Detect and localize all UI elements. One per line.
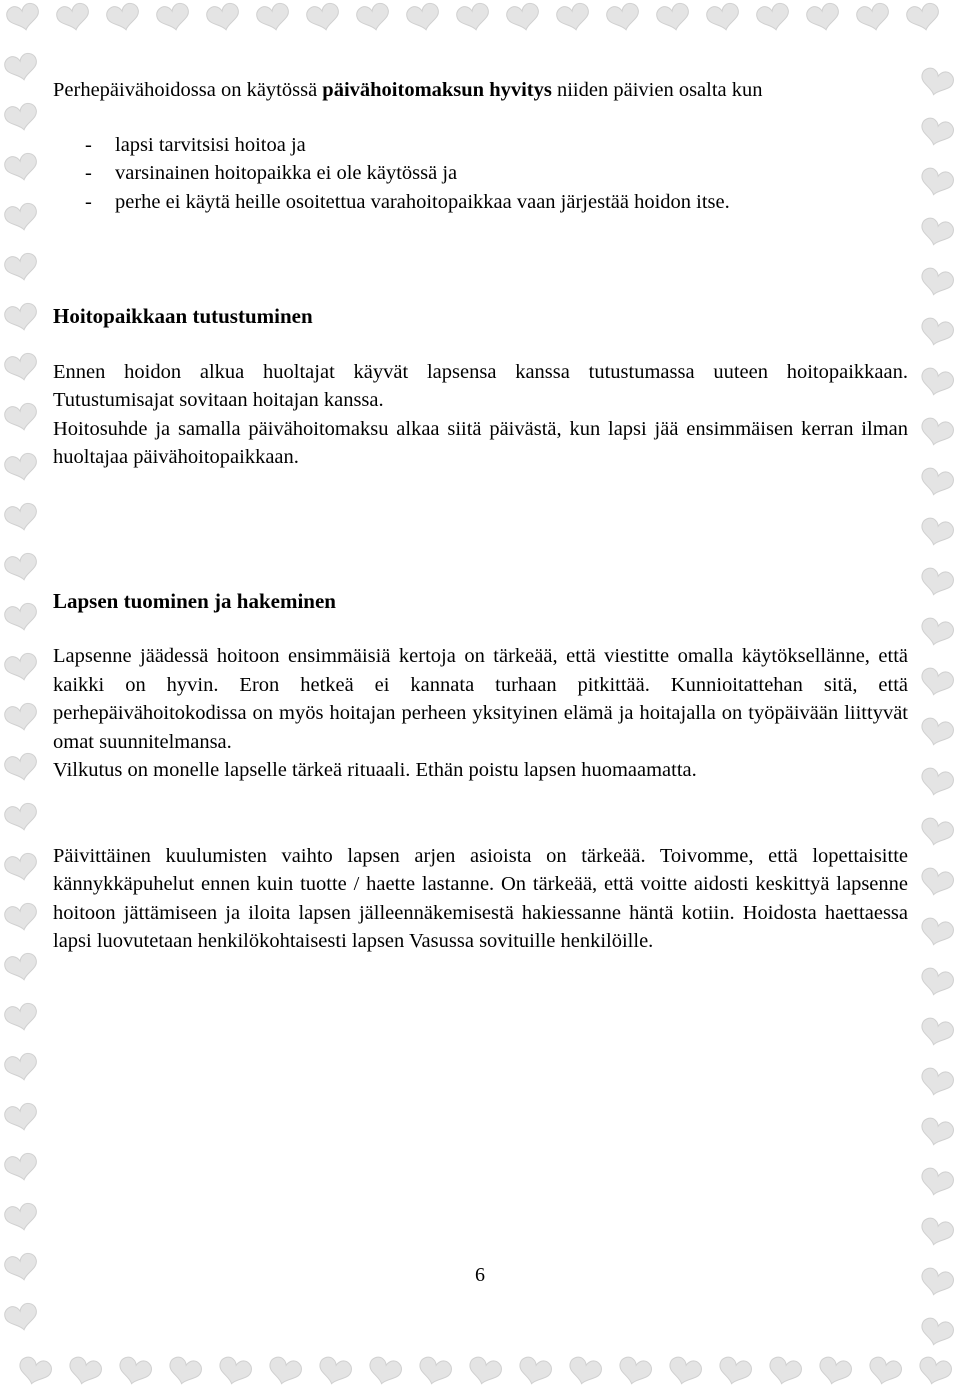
heart-icon [918, 716, 955, 748]
heart-icon [918, 916, 955, 948]
heart-icon [3, 352, 40, 383]
heart-icon [3, 802, 40, 833]
heart-icon [3, 652, 40, 683]
heart-icon [3, 1102, 40, 1133]
heart-icon [3, 502, 40, 533]
section-heading-familiarization: Hoitopaikkaan tutustuminen [53, 304, 313, 328]
heart-icon [3, 402, 40, 433]
heart-icon [216, 1355, 253, 1387]
intro-paragraph [53, 76, 908, 105]
heart-icon [5, 2, 42, 33]
heart-icon [918, 866, 955, 898]
heart-icon [918, 566, 955, 598]
heart-icon [466, 1355, 503, 1387]
heart-icon [918, 1066, 955, 1098]
intro-text-after: niiden päivien osalta kun [551, 79, 763, 101]
heart-icon [166, 1355, 203, 1387]
heart-icon [3, 1002, 40, 1033]
heart-icon [655, 2, 692, 33]
heart-icon [105, 2, 142, 33]
drop-pickup-paragraph-2: Vilkutus on monelle lapselle tärkeä rituaali. Ethän poistu lapsen huomaamatta. [53, 759, 697, 781]
heart-icon [405, 2, 442, 33]
heart-icon [366, 1355, 403, 1387]
heart-icon [918, 616, 955, 648]
heart-icon [3, 852, 40, 883]
heart-icon [755, 2, 792, 33]
heart-icon [566, 1355, 603, 1387]
heart-icon [3, 1302, 40, 1333]
heart-icon [3, 302, 40, 333]
heart-icon [805, 2, 842, 33]
heart-icon [3, 702, 40, 733]
heart-icon [3, 52, 40, 83]
heart-icon [918, 366, 955, 398]
heart-icon [918, 416, 955, 448]
section-heading-drop-pickup: Lapsen tuominen ja hakeminen [53, 588, 336, 613]
heart-icon [205, 2, 242, 33]
drop-pickup-paragraph-1: Lapsenne jäädessä hoitoon ensimmäisiä kertoja on tärkeää, että viestitte omalla käytöksellänne, että kaikki on hyvin. Eron hetkeä ei kannata turhaan pitkittää. Kunnioitattehan sitä, että perhepäivähoitokodissa on myös hoitajan perheen yksityinen elämä ja hoitajalla on työpäivään liittyvät omat suunnitelmansa. [53, 645, 908, 753]
daily-exchange-paragraph: Päivittäinen kuulumisten vaihto lapsen arjen asioista on tärkeää. Toivomme, että lopettaisitte kännykkäpuhelut ennen kuin tuotte / haette lastanne. On tärkeää, että voitte aidosti keskittyä lapsenne hoitoon jättämiseen ja iloita lapsen jälleennäkemisestä hakiessanne häntä kotiin. Hoidosta haettaessa lapsi luovutetaan henkilökohtaisesti lapsen Vasussa sovituille henkilöille. [53, 844, 908, 952]
heart-icon [918, 116, 955, 148]
heart-icon [3, 1202, 40, 1233]
heart-icon [716, 1355, 753, 1387]
heart-icon [616, 1355, 653, 1387]
heart-icon [866, 1355, 903, 1387]
heart-icon [255, 2, 292, 33]
heart-icon [3, 602, 40, 633]
heart-icon [116, 1355, 153, 1387]
heart-icon [855, 2, 892, 33]
familiarization-paragraph-1: Ennen hoidon alkua huoltajat käyvät lapsensa kanssa tutustumassa uuteen hoitopaikkaan. Tutustumisajat sovitaan hoitajan kanssa. [53, 360, 908, 411]
heart-icon [3, 902, 40, 933]
heart-icon [555, 2, 592, 33]
heart-icon [3, 952, 40, 983]
heart-icon [918, 266, 955, 298]
heart-icon [605, 2, 642, 33]
heart-icon [3, 202, 40, 233]
list-item: - perhe ei käytä heille osoitettua varahoitopaikkaa vaan järjestää hoidon itse. [85, 188, 908, 217]
intro-text-before: Perhepäivähoidossa on käytössä [53, 79, 323, 101]
heart-icon [516, 1355, 553, 1387]
heart-icon [816, 1355, 853, 1387]
heart-icon [16, 1355, 53, 1387]
heart-icon [918, 666, 955, 698]
heart-icon [918, 966, 955, 998]
list-item: - lapsi tarvitsisi hoitoa ja [85, 131, 908, 160]
familiarization-paragraph-2: Hoitosuhde ja samalla päivähoitomaksu alkaa siitä päivästä, kun lapsi jää ensimmäisen kerran ilman huoltajaa päivähoitopaikkaan. [53, 417, 908, 468]
heart-icon [3, 1152, 40, 1183]
conditions-list [53, 131, 908, 217]
heart-icon [918, 816, 955, 848]
heart-icon [918, 516, 955, 548]
heart-icon [155, 2, 192, 33]
heart-icon [918, 166, 955, 198]
heart-icon [416, 1355, 453, 1387]
list-item: - varsinainen hoitopaikka ei ole käytössä ja [85, 159, 908, 188]
heart-icon [918, 216, 955, 248]
heart-icon [705, 2, 742, 33]
heart-icon [918, 1116, 955, 1148]
heart-icon [316, 1355, 353, 1387]
heart-icon [455, 2, 492, 33]
heart-icon [355, 2, 392, 33]
heart-icon [3, 452, 40, 483]
heart-icon [916, 1355, 953, 1387]
heart-icon [3, 102, 40, 133]
heart-icon [766, 1355, 803, 1387]
heart-icon [3, 1052, 40, 1083]
heart-icon [505, 2, 542, 33]
heart-icon [918, 66, 955, 98]
intro-bold-term: päivähoitomaksun hyvitys [322, 79, 552, 101]
heart-icon [305, 2, 342, 33]
heart-icon [918, 1016, 955, 1048]
heart-icon [266, 1355, 303, 1387]
heart-icon [918, 1316, 955, 1348]
document-body [53, 76, 908, 956]
page-number: 6 [475, 1264, 485, 1286]
heart-icon [918, 1216, 955, 1248]
heart-icon [918, 1166, 955, 1198]
heart-icon [905, 2, 942, 33]
heart-icon [3, 152, 40, 183]
heart-icon [66, 1355, 103, 1387]
heart-icon [918, 766, 955, 798]
heart-icon [3, 552, 40, 583]
heart-icon [918, 316, 955, 348]
heart-icon [55, 2, 92, 33]
heart-icon [3, 252, 40, 283]
heart-icon [666, 1355, 703, 1387]
heart-icon [918, 466, 955, 498]
heart-icon [3, 752, 40, 783]
